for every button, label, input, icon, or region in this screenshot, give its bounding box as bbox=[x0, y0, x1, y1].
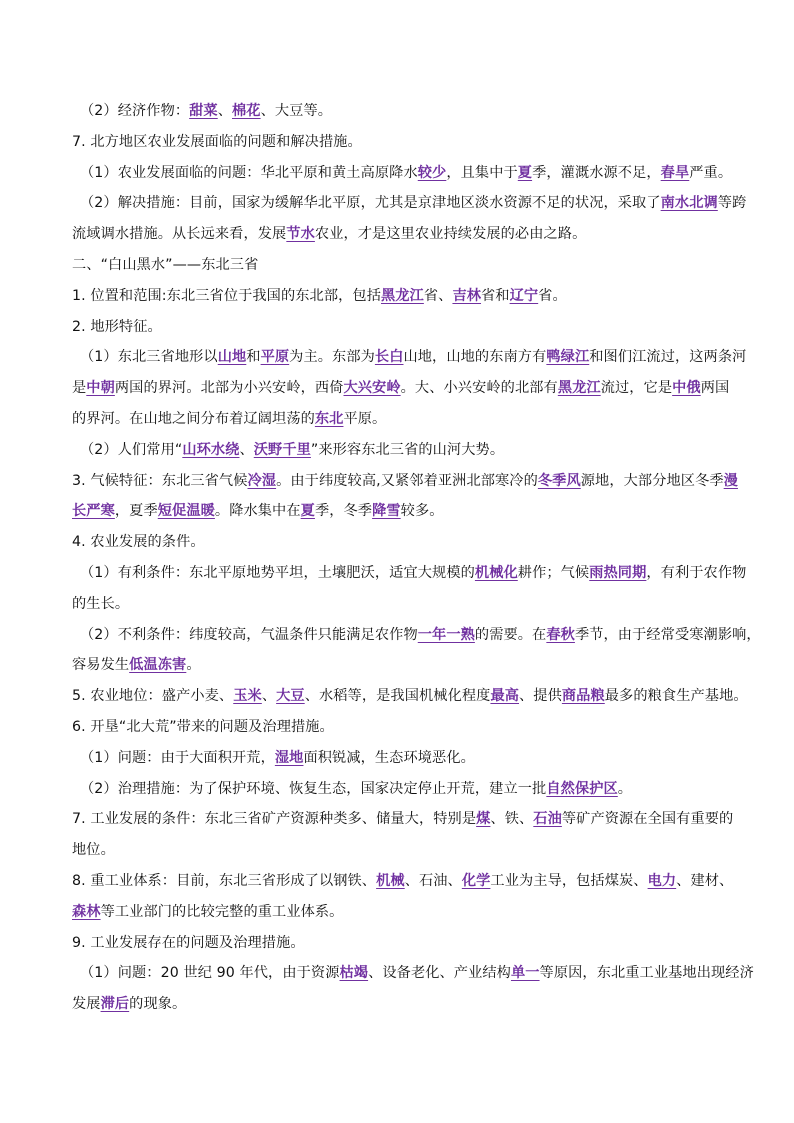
text-run: （1）问题：由于大面积开荒， bbox=[80, 749, 275, 766]
text-run: ，有利于农作物 bbox=[646, 564, 747, 581]
text-run: 6. 开垦“北大荒”带来的问题及治理措施。 bbox=[72, 718, 334, 735]
text-line bbox=[72, 620, 761, 651]
text-line bbox=[72, 774, 724, 805]
text-run: （2）不利条件：纬度较高，气温条件只能满足农作物 bbox=[80, 626, 418, 643]
text-run: 、 bbox=[217, 103, 233, 119]
key-term: 棉花 bbox=[232, 103, 261, 119]
paragraph bbox=[72, 281, 724, 312]
text-run: 工业为主导，包括煤炭、 bbox=[490, 872, 648, 889]
text-run: 等原因，东北重工业基地出现经济 bbox=[539, 965, 754, 982]
text-run: 。降水集中在 bbox=[214, 503, 301, 520]
text-run: （1）东北三省地形以 bbox=[80, 349, 218, 366]
text-run: 平原。 bbox=[343, 410, 387, 427]
key-term: 石油 bbox=[533, 811, 562, 828]
key-term: 吉林 bbox=[452, 287, 482, 304]
text-run: 和 bbox=[246, 349, 261, 366]
key-term: 化学 bbox=[461, 872, 491, 889]
text-line bbox=[72, 188, 747, 219]
text-run: ，夏季 bbox=[114, 503, 158, 520]
text-line bbox=[72, 158, 733, 189]
text-run: 7. 工业发展的条件：东北三省矿产资源种类多、储量大，特别是 bbox=[72, 811, 477, 828]
key-term: 山地 bbox=[217, 349, 247, 366]
text-run: 是 bbox=[72, 380, 87, 397]
text-run: 农业，才是这里农业持续发展的必由之路。 bbox=[314, 226, 587, 243]
paragraph bbox=[72, 250, 724, 281]
text-run: 3. 气候特征：东北三省气候 bbox=[72, 472, 248, 489]
key-term: 玉米 bbox=[233, 688, 262, 705]
paragraph bbox=[72, 188, 747, 250]
text-line bbox=[72, 466, 738, 497]
text-run: 7. 北方地区农业发展面临的问题和解决措施。 bbox=[72, 133, 362, 150]
paragraph bbox=[72, 958, 754, 1020]
key-term: 漫 bbox=[723, 472, 738, 489]
text-line bbox=[72, 435, 724, 466]
text-run: 山地，山地的东南方有 bbox=[403, 349, 547, 366]
text-run: 的界河。在山地之间分布着辽阔坦荡的 bbox=[72, 410, 315, 427]
key-term: 节水 bbox=[286, 226, 315, 243]
paragraph bbox=[72, 158, 733, 189]
key-term: 中朝 bbox=[86, 380, 115, 397]
text-run: 省、 bbox=[423, 287, 453, 304]
key-term: 自然保护区 bbox=[546, 780, 618, 797]
paragraph bbox=[72, 743, 724, 774]
text-run: 流过，它是 bbox=[600, 380, 673, 397]
text-run: 容易发生 bbox=[72, 657, 130, 674]
text-line bbox=[72, 743, 724, 774]
paragraph bbox=[72, 466, 738, 528]
text-run: （2）解决措施：目前，国家为缓解华北平原，尤其是京津地区淡水资源不足的状况，采取了 bbox=[80, 195, 661, 212]
key-term: 大豆 bbox=[276, 688, 305, 705]
key-term: 南水北调 bbox=[660, 195, 718, 212]
text-run: 最多的粮食生产基地。 bbox=[604, 688, 748, 705]
text-line bbox=[72, 342, 747, 373]
text-run: 、大豆等。 bbox=[260, 103, 333, 119]
text-run: 为主。东部为 bbox=[289, 349, 375, 366]
paragraph bbox=[72, 620, 761, 682]
text-run: 、设备老化、产业结构 bbox=[368, 965, 511, 982]
text-line bbox=[72, 496, 724, 527]
key-term: 机械化 bbox=[474, 564, 518, 581]
text-run: 5. 农业地位：盛产小麦、 bbox=[72, 688, 234, 705]
text-line bbox=[72, 312, 724, 343]
key-term: 长严寒 bbox=[72, 503, 115, 520]
paragraph bbox=[72, 96, 724, 127]
key-term: 森林 bbox=[72, 903, 101, 920]
key-term: 长白 bbox=[374, 349, 404, 366]
text-line bbox=[72, 404, 724, 435]
text-run: 的现象。 bbox=[129, 996, 187, 1013]
text-run: 发展 bbox=[72, 996, 101, 1013]
key-term: 电力 bbox=[647, 872, 677, 889]
text-run: 2. 地形特征。 bbox=[72, 318, 162, 335]
key-term: 最高 bbox=[490, 688, 520, 705]
text-run: （1）有利条件：东北平原地势平坦，土壤肥沃，适宜大规模的 bbox=[80, 564, 475, 581]
key-term: 鸭绿江 bbox=[546, 349, 590, 366]
key-term: 滞后 bbox=[100, 996, 130, 1013]
paragraph bbox=[72, 928, 724, 959]
key-term: 春秋 bbox=[546, 626, 575, 643]
key-term: 较少 bbox=[417, 164, 447, 181]
text-line bbox=[72, 835, 724, 866]
text-run: 。由于纬度较高,又紧邻着亚洲北部寒冷的 bbox=[276, 472, 538, 489]
key-term: 甜菜 bbox=[189, 103, 218, 119]
key-term: 短促温暖 bbox=[157, 503, 215, 520]
key-term: 平原 bbox=[260, 349, 290, 366]
paragraph bbox=[72, 774, 724, 805]
key-term: 东北 bbox=[314, 410, 344, 427]
text-run: ，且集中于 bbox=[446, 164, 518, 181]
paragraph bbox=[72, 527, 724, 558]
text-run: （2）经济作物： bbox=[80, 103, 190, 119]
text-run: 地位。 bbox=[72, 842, 115, 859]
paragraph bbox=[72, 712, 724, 743]
text-line bbox=[72, 219, 724, 250]
text-run: 较多。 bbox=[400, 503, 444, 520]
key-term: 大兴安岭 bbox=[343, 380, 401, 397]
key-term: 夏 bbox=[300, 503, 315, 520]
text-run: 源地，大部分地区冬季 bbox=[580, 472, 724, 489]
text-run: 省。 bbox=[538, 287, 567, 304]
key-term: 沃野千里 bbox=[253, 441, 311, 458]
key-term: 春旱 bbox=[660, 164, 690, 181]
text-run: 的需要。在 bbox=[474, 626, 547, 643]
text-line bbox=[72, 96, 724, 127]
text-run: 9. 工业发展存在的问题及治理措施。 bbox=[72, 934, 305, 951]
text-run: （1）问题：20 世纪 90 年代，由于资源 bbox=[80, 965, 340, 982]
key-term: 单一 bbox=[510, 965, 540, 982]
text-line bbox=[72, 866, 734, 897]
text-run: 。 bbox=[186, 657, 201, 674]
text-line bbox=[72, 681, 748, 712]
text-run: 4. 农业发展的条件。 bbox=[72, 534, 205, 551]
paragraph bbox=[72, 558, 747, 620]
text-run: （2）人们常用“ bbox=[80, 441, 183, 458]
text-run: 面积锐减，生态环境恶化。 bbox=[303, 749, 475, 766]
text-run: 。 bbox=[617, 780, 633, 797]
key-term: 降雪 bbox=[372, 503, 401, 520]
text-run: 耕作；气候 bbox=[517, 564, 590, 581]
paragraph bbox=[72, 312, 724, 343]
key-term: 黑龙江 bbox=[380, 287, 424, 304]
text-line bbox=[72, 897, 724, 928]
text-run: 的生长。 bbox=[72, 595, 130, 612]
paragraph bbox=[72, 866, 734, 928]
text-run: （1）农业发展面临的问题：华北平原和黄土高原降水 bbox=[80, 164, 418, 181]
text-line bbox=[72, 989, 724, 1020]
key-term: 冬季风 bbox=[537, 472, 581, 489]
text-run: 等工业部门的比较完整的重工业体系。 bbox=[100, 903, 344, 920]
text-run: 省和 bbox=[481, 287, 510, 304]
paragraph bbox=[72, 435, 724, 466]
text-run: 两国的界河。北部为小兴安岭，西倚 bbox=[114, 380, 344, 397]
text-run: ”来形容东北三省的山河大势。 bbox=[310, 441, 505, 458]
text-run: 季节，由于经常受寒潮影响， bbox=[574, 626, 761, 643]
text-run: 等跨 bbox=[717, 195, 747, 212]
text-run: 。大、小兴安岭的北部有 bbox=[400, 380, 558, 397]
text-run: 8. 重工业体系：目前，东北三省形成了以钢铁、 bbox=[72, 872, 377, 889]
text-run: 和图们江流过，这两条河 bbox=[589, 349, 747, 366]
text-line bbox=[72, 712, 724, 743]
text-line bbox=[72, 804, 734, 835]
text-line bbox=[72, 250, 724, 281]
text-run: 流域调水措施。从长远来看，发展 bbox=[72, 226, 287, 243]
key-term: 湿地 bbox=[274, 749, 304, 766]
document-body bbox=[72, 96, 761, 1020]
text-run: 季，冬季 bbox=[314, 503, 373, 520]
text-line bbox=[72, 373, 730, 404]
key-term: 一年一熟 bbox=[417, 626, 475, 643]
paragraph bbox=[72, 804, 734, 866]
text-run: 等矿产资源在全国有重要的 bbox=[561, 811, 734, 828]
text-line bbox=[72, 928, 724, 959]
text-line bbox=[72, 650, 724, 681]
key-term: 山环水绕 bbox=[182, 441, 240, 458]
text-line bbox=[72, 589, 724, 620]
key-term: 黑龙江 bbox=[557, 380, 601, 397]
key-term: 中俄 bbox=[672, 380, 701, 397]
paragraph bbox=[72, 681, 748, 712]
key-term: 夏 bbox=[517, 164, 533, 181]
text-run: 季，灌溉水源不足， bbox=[532, 164, 661, 181]
key-term: 商品粮 bbox=[561, 688, 605, 705]
text-run: 、铁、 bbox=[490, 811, 534, 828]
text-run: 、 bbox=[239, 441, 254, 458]
key-term: 枯竭 bbox=[339, 965, 369, 982]
key-term: 低温冻害 bbox=[129, 657, 187, 674]
text-run: 、提供 bbox=[519, 688, 562, 705]
text-line bbox=[72, 558, 747, 589]
text-line bbox=[72, 281, 724, 312]
text-run: 、 bbox=[261, 688, 277, 705]
text-line bbox=[72, 527, 724, 558]
text-run: 二、“白山黑水”——东北三省 bbox=[72, 256, 259, 273]
key-term: 雨热同期 bbox=[589, 564, 647, 581]
text-line bbox=[72, 127, 724, 158]
text-run: 、石油、 bbox=[404, 872, 462, 889]
text-line bbox=[72, 958, 754, 989]
paragraph bbox=[72, 342, 747, 434]
text-run: 、建材、 bbox=[676, 872, 734, 889]
key-term: 辽宁 bbox=[509, 287, 539, 304]
text-run: 严重。 bbox=[689, 164, 733, 181]
key-term: 机械 bbox=[376, 872, 405, 889]
key-term: 冷湿 bbox=[247, 472, 277, 489]
text-run: （2）治理措施：为了保护环境、恢复生态，国家决定停止开荒，建立一批 bbox=[80, 780, 547, 797]
key-term: 煤 bbox=[476, 811, 491, 828]
paragraph bbox=[72, 127, 724, 158]
text-run: 1. 位置和范围:东北三省位于我国的东北部，包括 bbox=[72, 287, 381, 304]
text-run: 、水稻等，是我国机械化程度 bbox=[304, 688, 491, 705]
text-run: 两国 bbox=[700, 380, 730, 397]
